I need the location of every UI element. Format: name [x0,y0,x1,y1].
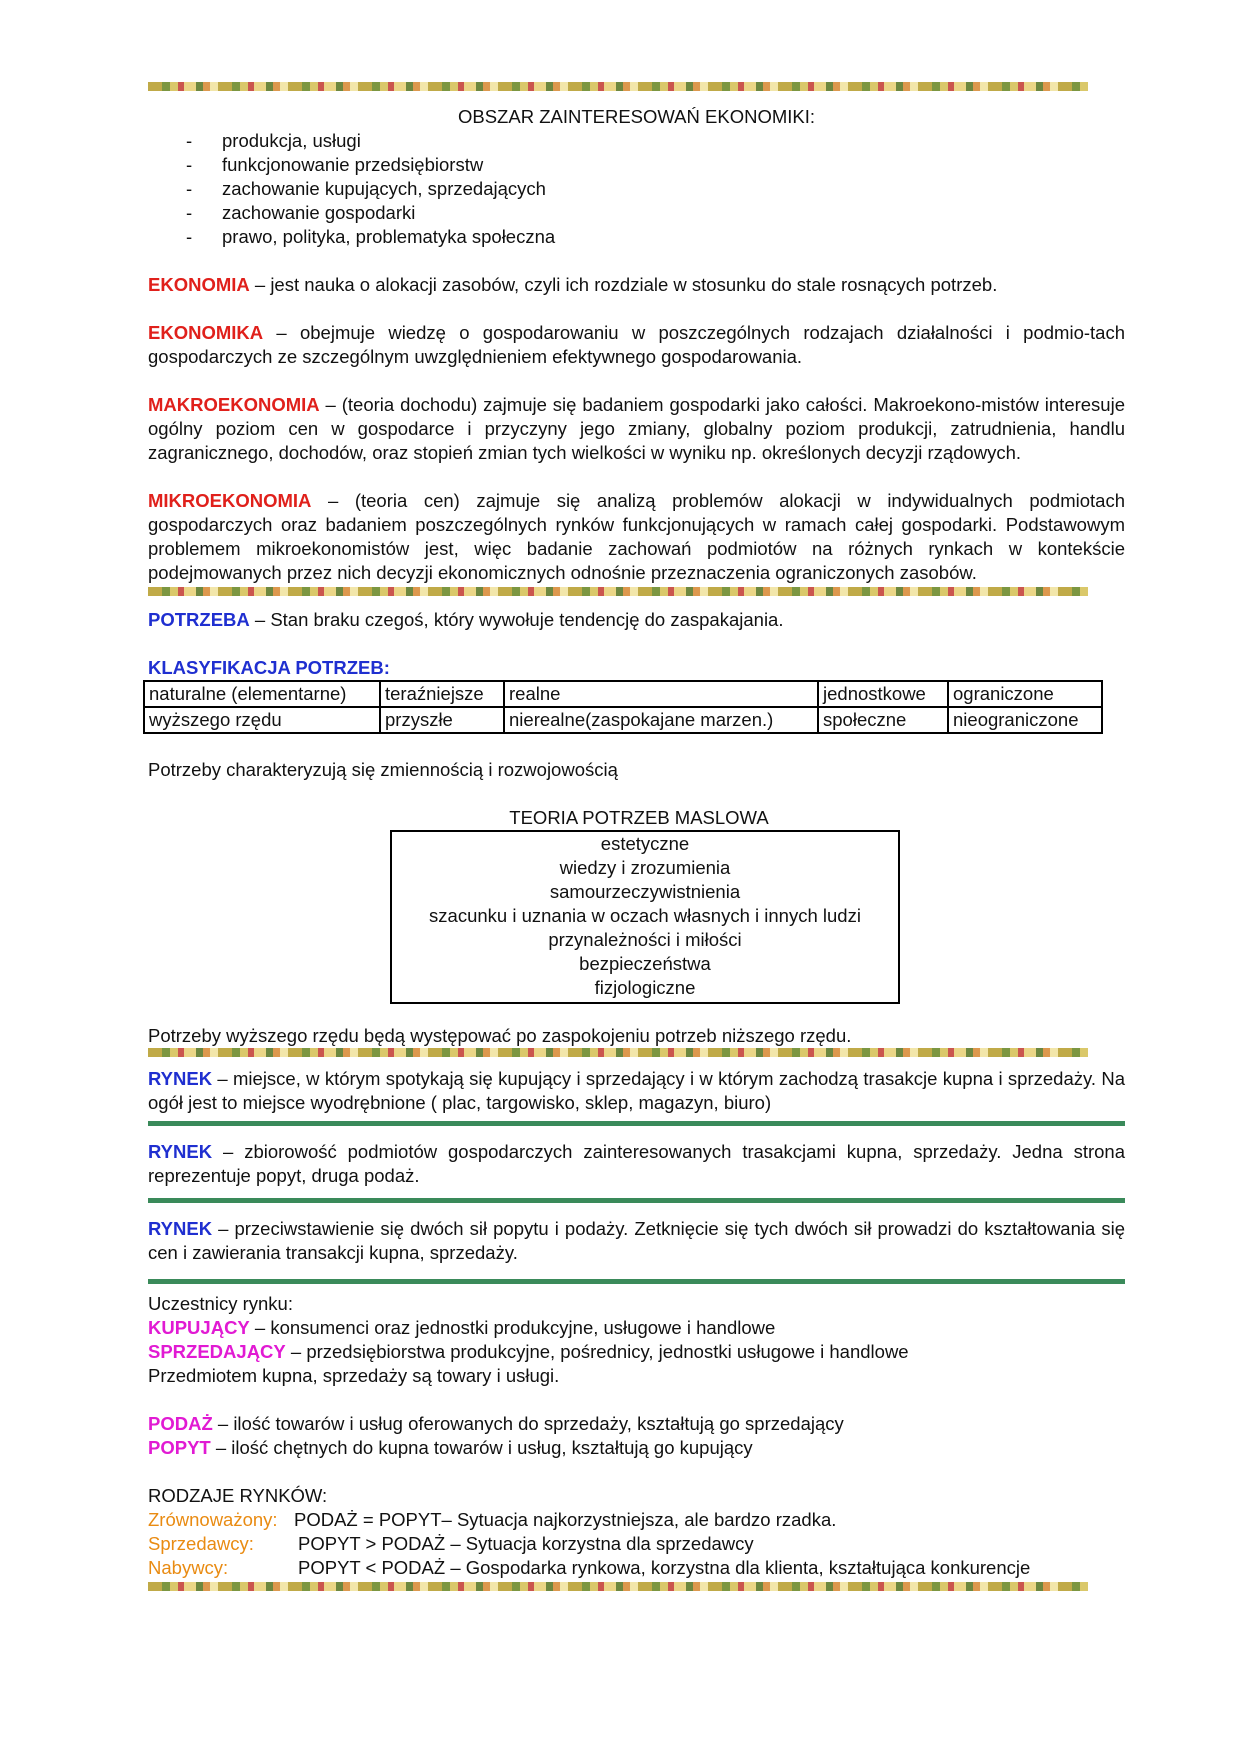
decorative-divider [148,587,1088,596]
term: POPYT [148,1437,211,1458]
rodzaj-text: POPYT < PODAŻ – Gospodarka rynkowa, korzystna dla klienta, kształtująca konkurencje [298,1557,1031,1578]
sprzedajacy-line [148,1340,1125,1364]
definition-text: – konsumenci oraz jednostki produkcyjne, usługowe i handlowe [249,1317,776,1338]
term: PODAŻ [148,1413,213,1434]
definition-makroekonomia [148,393,1125,465]
term: POTRZEBA [148,609,250,630]
term: RYNEK [148,1068,213,1089]
potrzeby-note: Potrzeby charakteryzują się zmiennością i rozwojowością [148,759,618,780]
table-cell: społeczne [818,707,948,733]
term: MAKROEKONOMIA [148,394,320,415]
popyt-line [148,1436,1125,1460]
rodzaj-label: Sprzedawcy: [148,1533,254,1554]
definition-text: – Stan braku czegoś, który wywołuje tendencję do zaspakajania. [249,609,784,630]
maslow-level: estetyczne [600,833,690,854]
rynek-definition-1 [148,1067,1125,1115]
term: SPRZEDAJĄCY [148,1341,286,1362]
definition-text: – ilość towarów i usług oferowanych do sprzedaży, kształtują go sprzedający [212,1413,844,1434]
section-title: OBSZAR ZAINTERESOWAŃ EKONOMIKI: [457,106,816,127]
definition-text: – miejsce, w którym spotykają się kupujący i sprzedający i w którym zachodzą trasakcje kupna i sprzedaży. Na ogół jest to miejsce wyodrębnione ( plac, targowisko, sklep, magazyn, biuro) [148,1068,1125,1113]
maslow-level: szacunku i uznania w oczach własnych i innych ludzi [429,905,861,926]
table-cell: jednostkowe [818,681,948,707]
decorative-divider [148,1582,1088,1591]
definition-ekonomika [148,321,1125,369]
table-cell: wyższego rzędu [144,707,380,733]
list-item: - zachowanie kupujących, sprzedających [148,177,1125,201]
maslow-level: bezpieczeństwa [579,953,711,974]
rodzaj-text: POPYT > PODAŻ – Sytuacja korzystna dla sprzedawcy [298,1533,754,1554]
document-page [148,0,1125,1591]
rodzaj-rynku [148,1532,1125,1556]
table-cell: ograniczone [948,681,1102,707]
uczestnicy-heading: Uczestnicy rynku: [148,1293,293,1314]
list-item: - produkcja, usługi [148,129,1125,153]
table-cell: nierealne(zaspokajane marzen.) [504,707,818,733]
maslow-box [390,830,900,1004]
table-cell: nieograniczone [948,707,1102,733]
klasyfikacja-heading: KLASYFIKACJA POTRZEB: [148,657,390,678]
przedmiot-line: Przedmiotem kupna, sprzedaży są towary i usługi. [148,1365,560,1386]
decorative-divider [148,1048,1088,1057]
table-cell: przyszłe [380,707,504,733]
rynek-definition-2 [148,1140,1125,1188]
rodzaj-label: Zrównoważony: [148,1509,278,1530]
podaz-line [148,1412,1125,1436]
definition-text: – ilość chętnych do kupna towarów i usług, kształtują go kupujący [210,1437,753,1458]
definition-potrzeba [148,608,1125,632]
definition-ekonomia [148,273,1125,297]
definition-text: – zbiorowość podmiotów gospodarczych zainteresowanych trasakcjami kupna, sprzedaży. Jedna strona reprezentuje popyt, druga podaż. [148,1141,1125,1186]
maslow-level: wiedzy i zrozumienia [559,857,731,878]
rodzaje-heading: RODZAJE RYNKÓW: [148,1485,328,1506]
decorative-divider [148,82,1088,91]
definition-mikroekonomia [148,489,1125,585]
maslow-level: fizjologiczne [594,977,696,998]
term: EKONOMIKA [148,322,264,343]
term: KUPUJĄCY [148,1317,250,1338]
term: EKONOMIA [148,274,250,295]
rodzaj-label: Nabywcy: [148,1557,229,1578]
definition-text: – przedsiębiorstwa produkcyjne, pośrednicy, jednostki usługowe i handlowe [285,1341,909,1362]
definition-text: – obejmuje wiedzę o gospodarowaniu w poszczególnych rodzajach działalności i podmio-tach gospodarczych ze szczególnym uwzględnieniem efektywnego gospodarowania. [148,322,1125,367]
green-rule [148,1198,1125,1203]
table-cell: naturalne (elementarne) [144,681,380,707]
definition-text: – (teoria cen) zajmuje się analizą problemów alokacji w indywidualnych podmiotach gospodarczych oraz badaniem poszczególnych rynków funkcjonujących w ramach całej gospodarki. Podstawowym problemem mikroekonomistów jest, więc badanie zachowań podmiotów na różnych rynkach w kontekście podejmowanych przez nich decyzji ekonomicznych odnośnie przeznaczenia ograniczonych zasobów. [148,490,1125,583]
maslow-note: Potrzeby wyższego rzędu będą występować po zaspokojeniu potrzeb niższego rzędu. [148,1025,852,1046]
table-cell: teraźniejsze [380,681,504,707]
maslow-title: TEORIA POTRZEB MASLOWA [509,807,769,828]
rynek-definition-3 [148,1217,1125,1265]
table-cell: realne [504,681,818,707]
klasyfikacja-table [143,680,1103,734]
list-item: - prawo, polityka, problematyka społeczna [148,225,1125,249]
term: RYNEK [148,1141,213,1162]
rodzaj-text: PODAŻ = POPYT– Sytuacja najkorzystniejsza, ale bardzo rzadka. [294,1509,837,1530]
table-row [144,707,1102,733]
list-item: - funkcjonowanie przedsiębiorstw [148,153,1125,177]
definition-text: – jest nauka o alokacji zasobów, czyli ich rozdziale w stosunku do stale rosnących potrzeb. [249,274,998,295]
rodzaj-rynku [148,1508,1125,1532]
term: RYNEK [148,1218,213,1239]
table-row [144,681,1102,707]
definition-text: – przeciwstawienie się dwóch sił popytu i podaży. Zetknięcie się tych dwóch sił prowadzi do kształtowania się cen i zawierania transakcji kupna, sprzedaży. [148,1218,1125,1263]
green-rule [148,1121,1125,1126]
maslow-level: samourzeczywistnienia [549,881,741,902]
interests-list [148,129,1125,249]
maslow-level: przynależności i miłości [548,929,742,950]
kupujacy-line [148,1316,1125,1340]
green-rule [148,1279,1125,1284]
definition-text: – (teoria dochodu) zajmuje się badaniem gospodarki jako całości. Makroekono-mistów interesuje ogólny poziom cen w gospodarce i przyczyny jego zmiany, globalny poziom produkcji, zatrudnienia, handlu zagranicznego, dochodów, oraz stopień zmian tych wielkości w wyniku np. określonych decyzji rządowych. [148,394,1125,463]
term: MIKROEKONOMIA [148,490,312,511]
list-item: - zachowanie gospodarki [148,201,1125,225]
rodzaj-rynku [148,1556,1125,1580]
